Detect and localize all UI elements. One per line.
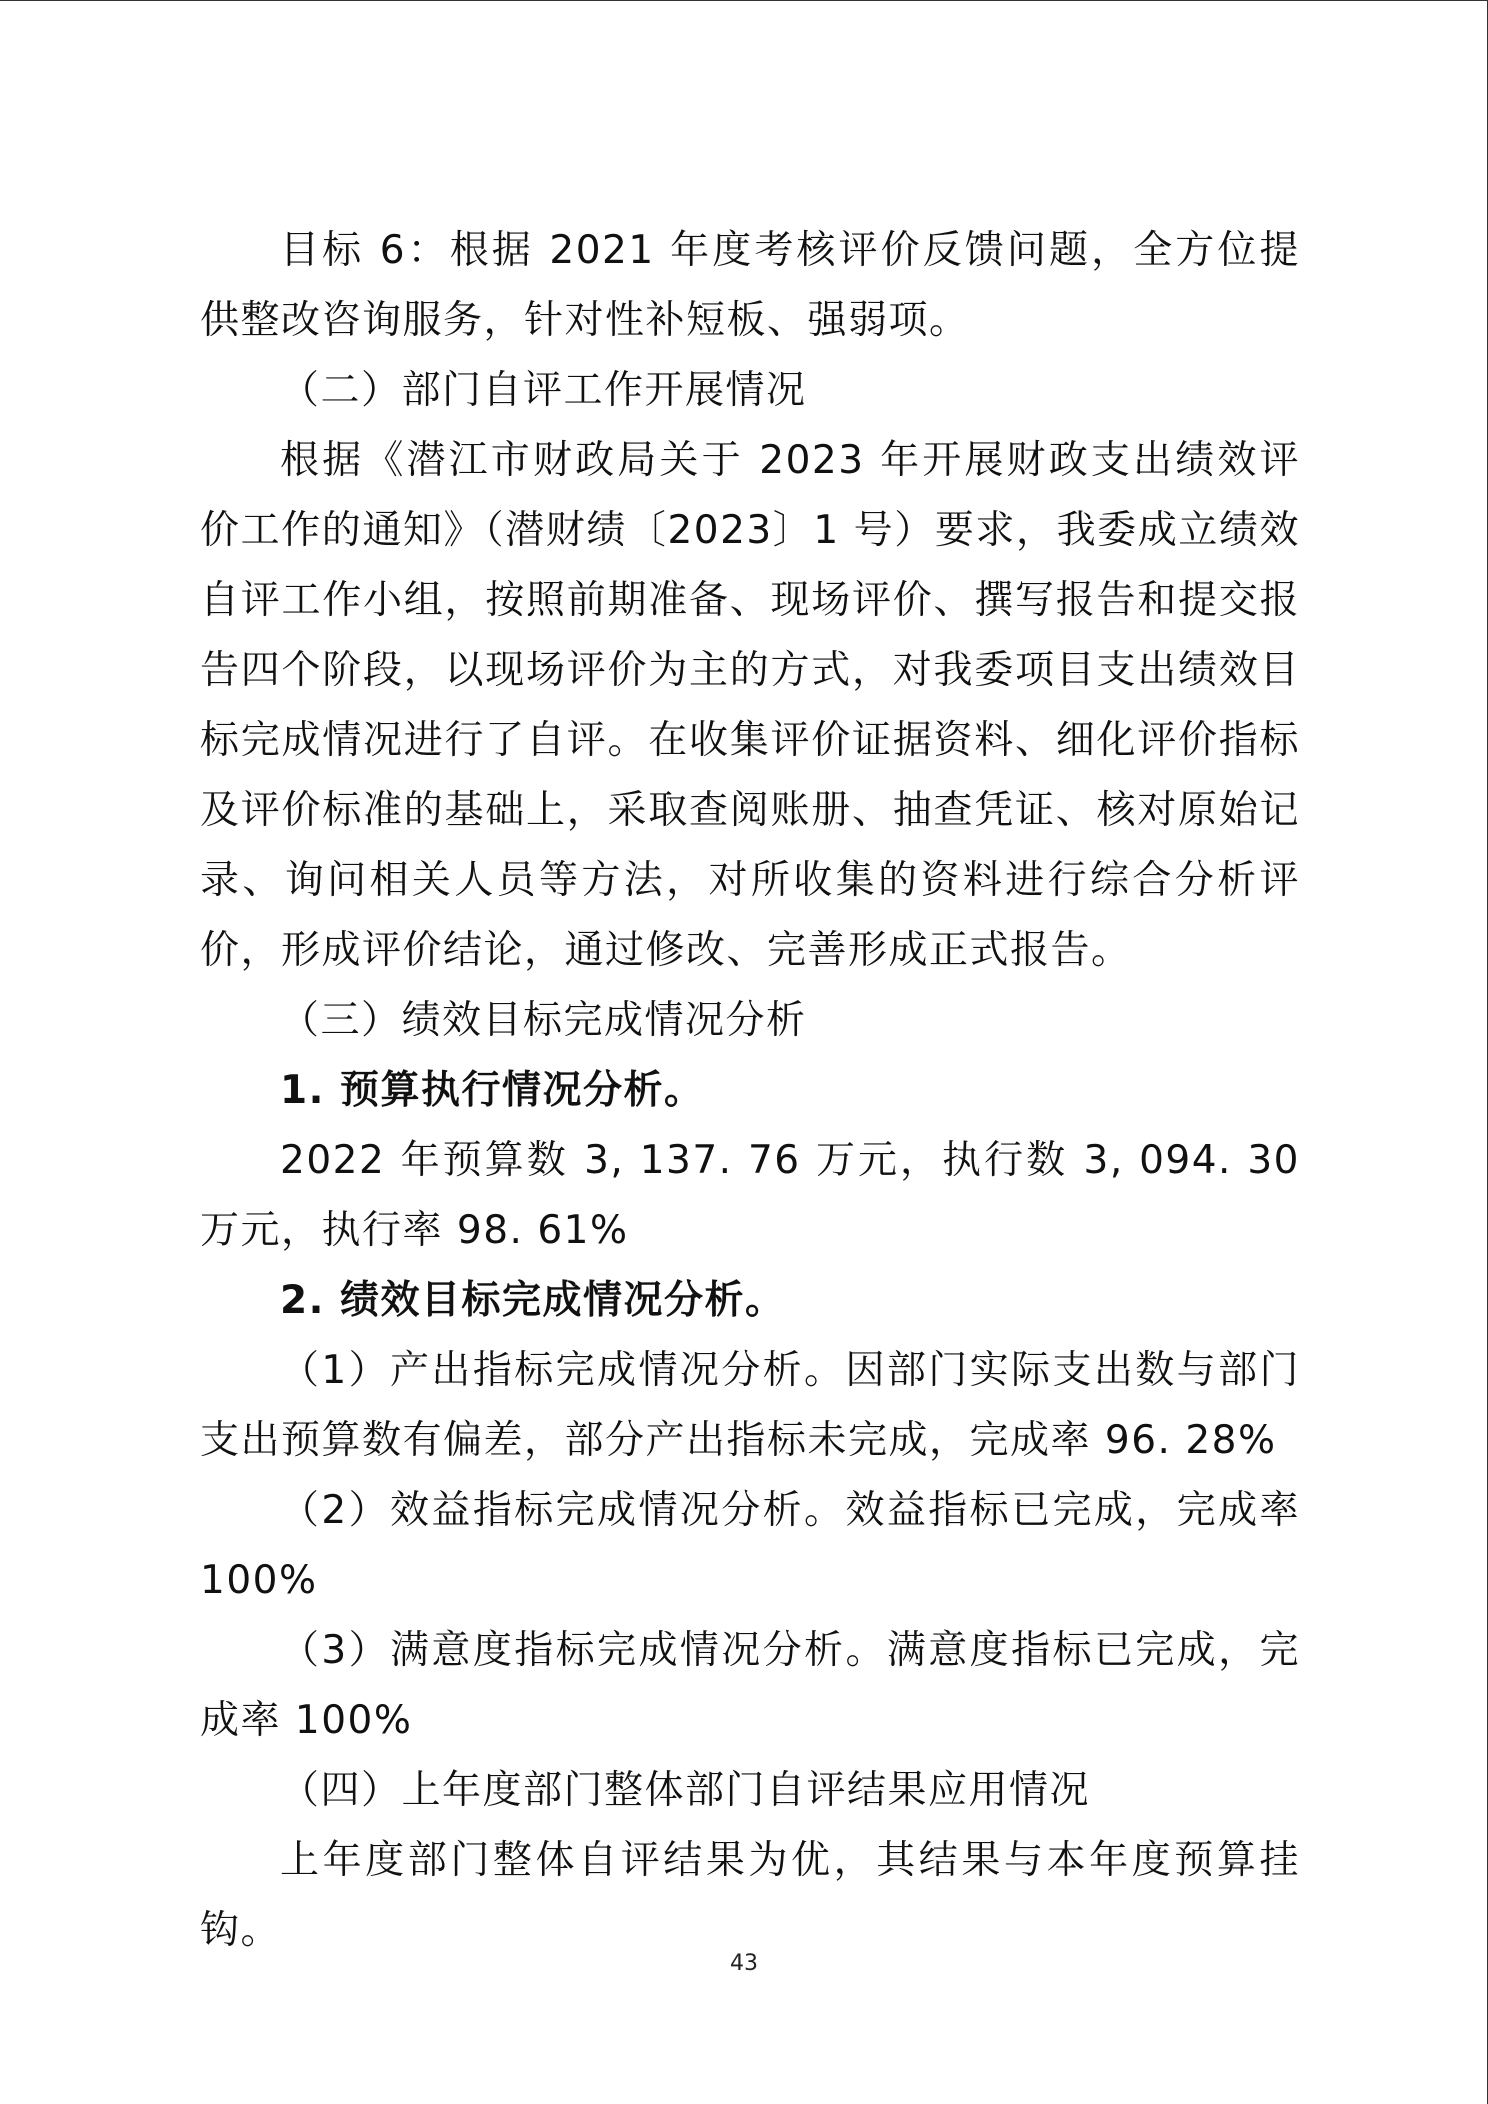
document-body: [200, 216, 1300, 1966]
section-heading-self-evaluation: （二）部门自评工作开展情况: [280, 368, 807, 413]
section-heading-goal-analysis: （三）绩效目标完成情况分析: [280, 998, 807, 1043]
paragraph-benefit-indicators: （2）效益指标完成情况分析。效益指标已完成，完成率 100%: [200, 1488, 1300, 1603]
section-heading-previous-results: （四）上年度部门整体部门自评结果应用情况: [280, 1768, 1091, 1813]
paragraph-previous-results: 上年度部门整体自评结果为优，其结果与本年度预算挂钩。: [200, 1838, 1300, 1953]
subheading-goal-completion: 2. 绩效目标完成情况分析。: [280, 1278, 786, 1323]
paragraph-goal-6: 目标 6：根据 2021 年度考核评价反馈问题，全方位提供整改咨询服务，针对性补短板、强弱项。: [200, 228, 1300, 343]
subheading-budget-execution: 1. 预算执行情况分析。: [280, 1068, 705, 1113]
paragraph-satisfaction-indicators: （3）满意度指标完成情况分析。满意度指标已完成，完成率 100%: [200, 1628, 1300, 1743]
paragraph-budget-execution: 2022 年预算数 3, 137. 76 万元，执行数 3, 094. 30 万元，执行率 98. 61%: [200, 1138, 1300, 1253]
paragraph-output-indicators: （1）产出指标完成情况分析。因部门实际支出数与部门支出预算数有偏差，部分产出指标未完成，完成率 96. 28%: [200, 1348, 1300, 1463]
paragraph-self-evaluation: 根据《潜江市财政局关于 2023 年开展财政支出绩效评价工作的通知》（潜财绩〔2023〕1 号）要求，我委成立绩效自评工作小组，按照前期准备、现场评价、撰写报告和提交报告四个阶段，以现场评价为主的方式，对我委项目支出绩效目标完成情况进行了自评。在收集评价证据资料、细化评价指标及评价标准的基础上，采取查阅账册、抽查凭证、核对原始记录、询问相关人员等方法，对所收集的资料进行综合分析评价，形成评价结论，通过修改、完善形成正式报告。: [200, 438, 1300, 973]
page-number: 43: [730, 1951, 758, 1976]
